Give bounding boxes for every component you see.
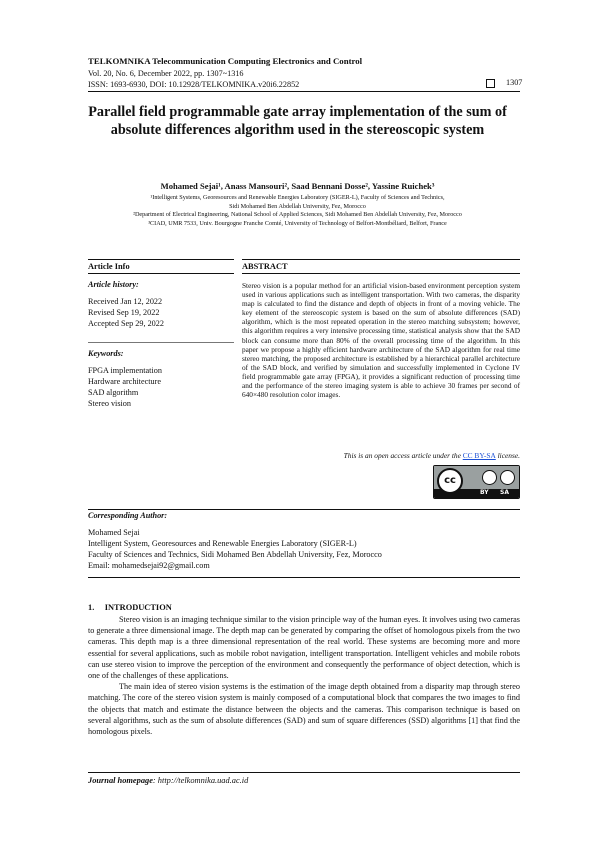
info-top-rule — [88, 259, 234, 260]
history-accepted: Accepted Sep 29, 2022 — [88, 319, 164, 328]
paragraph: The main idea of stereo vision systems is the estimation of the image depth obtained from a disparity map through stereo matching. The core of the stereo vision system is mainly composed of a computational block that compares the two images to find the objects that match and estimate the distance between the objects and the cameras. This comparison technique is based on several algorithms, such as the sum of absolute differences (SAD) and sum of square differences (SSD) algorithms [1] that find the homologous pixels. — [88, 682, 520, 737]
introduction-body — [88, 614, 520, 737]
corresponding-lab: Intelligent System, Georesources and Renewable Energies Laboratory (SIGER-L) — [88, 539, 357, 548]
journal-homepage — [88, 776, 248, 785]
history-label: Article history: — [88, 280, 139, 289]
author-list: Mohamed Sejai¹, Anass Mansouri², Saad Bennani Dosse², Yassine Ruichek³ — [160, 181, 435, 191]
abstract-text: Stereo vision is a popular method for an artificial vision-based environment perception system used in various applications such as intelligent transportation. With two cameras, the disparity map is calculated to find the distance and depth of objects in front of a moving vehicle. The key element of the stereoscopic system is based on the sum of absolute differences (SAD) algorithm, which is the most repeated operation in the stereo matching subsystem; however, this algorithm requires a very intensive processing time, statistical analysis show that the SAD block can consume more than 80% of the overall processing time of the algorithm. In this paper we propose a highly efficient hardware architecture of the SAD algorithm for real time stereo matching, the proposed architecture is established by a hierarchical parallel architecture of the SAD block, and verified by simulation and successfully implemented in Cyclone IV field programmable gate array (FPGA), it provides a significant reduction of processing time and the performance of the stereo imaging system is able to achieve 30 frames per second of 640×480 resolution color images. — [242, 281, 520, 400]
history-revised: Revised Sep 19, 2022 — [88, 308, 160, 317]
sa-label: SA — [500, 489, 509, 496]
oa-prefix: This is an open access article under the — [343, 451, 463, 460]
paper-title: Parallel field programmable gate array implementation of the sum of absolute differences algorithm used in the stereoscopic system — [88, 104, 507, 138]
keywords-rule — [88, 342, 234, 343]
volume-info: Vol. 20, No. 6, December 2022, pp. 1307~1316 — [88, 69, 244, 78]
license-link[interactable]: CC BY-SA — [462, 451, 496, 460]
section-heading: 1. INTRODUCTION — [88, 603, 172, 612]
abstract-top-rule — [242, 259, 520, 260]
keyword-item: FPGA implementation — [88, 366, 162, 375]
keyword-item: SAD algorithm — [88, 388, 139, 397]
affiliation-1b: Sidi Mohamed Ben Abdellah University, Fez, Morocco — [229, 202, 366, 210]
person-icon — [482, 470, 497, 485]
corresponding-email: Email: mohamedsejai92@gmail.com — [88, 561, 210, 570]
abstract-heading: ABSTRACT — [242, 262, 288, 271]
abstract-sub-rule — [242, 273, 520, 274]
footer-rule — [88, 772, 520, 773]
corresponding-top-rule — [88, 509, 520, 510]
square-icon — [486, 79, 495, 88]
affiliation-1a: ¹Intelligent Systems, Georesources and Renewable Energies Laboratory (SIGER-L), Faculty of Sciences and Technics, — [150, 194, 445, 201]
article-info-heading: Article Info — [88, 262, 130, 271]
open-access-note — [242, 451, 520, 460]
issn-doi: ISSN: 1693-6930, DOI: 10.12928/TELKOMNIKA.v20i6.22852 — [88, 80, 300, 89]
paragraph: Stereo vision is an imaging technique similar to the vision principle way of the human eyes. It involves using two cameras to generate a three dimensional image. The depth map can be generated by comparing the offset of homologous pixels from the two cameras. This depth map is a three dimensional representation of the real world. These systems are becoming more and more essential for several applications, such as mobile robot navigation, intelligent transportation. Intelligent vehicles and mobile robots can use stereo vision to improve the perception of the environment and consequently the performance of object detection, which is one of the challenges of these applications. — [88, 615, 520, 681]
keyword-item: Stereo vision — [88, 399, 131, 408]
oa-suffix: license. — [495, 451, 520, 460]
by-label: BY — [480, 489, 489, 496]
corresponding-label: Corresponding Author: — [88, 511, 168, 520]
page-number: 1307 — [506, 78, 523, 87]
header-rule — [88, 91, 520, 92]
corresponding-bottom-rule — [88, 577, 520, 578]
cc-logo-icon: cc — [437, 468, 463, 494]
keyword-item: Hardware architecture — [88, 377, 161, 386]
corresponding-faculty: Faculty of Sciences and Technics, Sidi Mohamed Ben Abdellah University, Fez, Morocco — [88, 550, 382, 559]
affiliation-3: ³CIAD, UMR 7533, Univ. Bourgogne Franche Comté, University of Technology of Belfort-Montbéliard, Belfort, France — [148, 220, 447, 227]
homepage-label: Journal homepage — [88, 776, 153, 785]
keywords-label: Keywords: — [88, 349, 124, 358]
journal-name: TELKOMNIKA Telecommunication Computing Electronics and Control — [88, 56, 363, 66]
cc-by-sa-badge-icon[interactable] — [433, 465, 520, 499]
info-sub-rule — [88, 273, 234, 274]
share-alike-icon — [500, 470, 515, 485]
affiliation-2: ²Department of Electrical Engineering, National School of Applied Sciences, Sidi Mohamed Ben Abdellah University, Fez, Morocco — [133, 211, 462, 218]
homepage-url[interactable]: : http://telkomnika.uad.ac.id — [152, 776, 249, 785]
corresponding-name: Mohamed Sejai — [88, 528, 140, 537]
history-received: Received Jan 12, 2022 — [88, 297, 163, 306]
